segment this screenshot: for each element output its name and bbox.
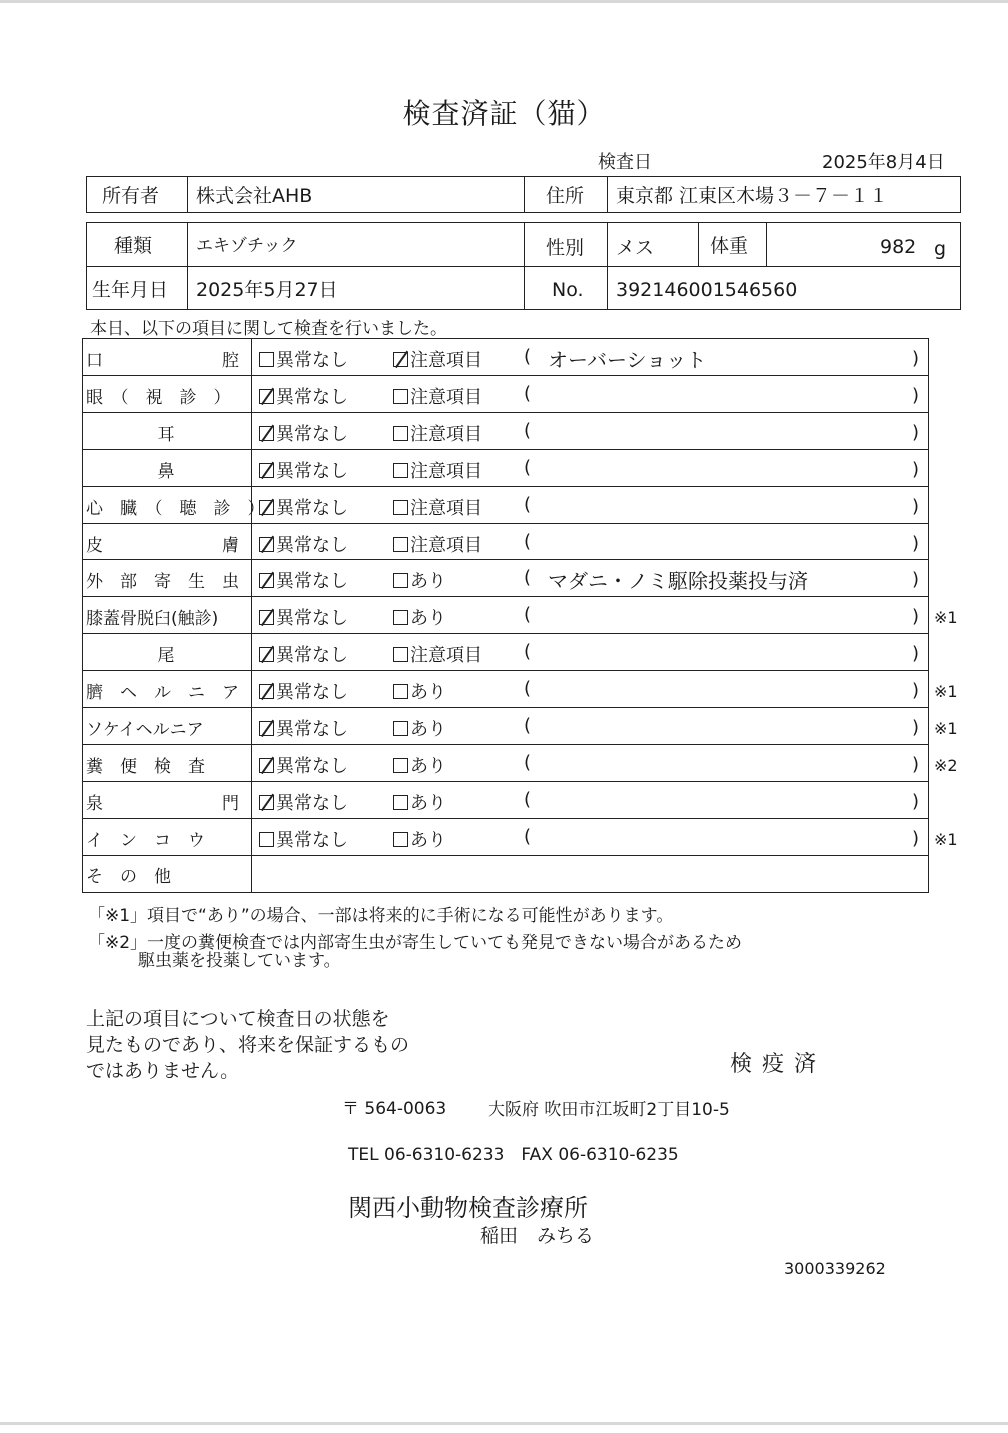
item-label: ソケイヘルニア [86,720,204,740]
note-open-paren: ( [524,346,532,367]
item-note: マダニ・ノミ駆除投薬投与済 [548,569,808,594]
scan-edge-bottom [0,1422,1008,1425]
item-label: 心 臓 （ 聴 診 ） [86,498,265,519]
note-2: 「※2」一度の糞便検査では内部寄生虫が寄生していても発見できない場合があるため [88,933,743,953]
number-value: 392146001546560 [616,279,798,301]
normal-option[interactable] [259,531,348,557]
owner-label: 所有者 [102,185,160,207]
note-close-paren: ) [912,348,920,369]
alt-option-label: 注意項目 [410,386,482,408]
normal-option-label: 異常なし [276,350,348,371]
alt-option-label: あり [410,682,446,704]
alt-option-label: 注意項目 [410,534,482,556]
item-mark: ※2 [934,755,958,775]
clinic-name: 関西小動物検査診療所 [348,1194,588,1222]
normal-checkbox[interactable] [259,352,274,367]
address-value: 東京都 江東区木場３－７－１１ [616,185,889,207]
clinic-address: 大阪府 吹田市江坂町2丁目10-5 [488,1100,730,1120]
postal-code: 〒 564-0063 [342,1099,447,1119]
note-close-paren: ) [912,680,920,702]
note-open-paren: ( [524,788,532,810]
normal-option-label: 異常なし [276,571,348,593]
alt-checkbox[interactable] [393,500,408,515]
note-open-paren: ( [524,641,532,663]
alt-option-label: あり [410,829,446,851]
note-close-paren: ) [912,643,920,665]
normal-checkbox[interactable] [259,389,274,404]
alt-checkbox[interactable] [393,426,408,441]
alt-option-label: あり [410,571,446,593]
alt-checkbox[interactable] [393,647,408,662]
alt-option[interactable] [393,604,446,630]
sex-value: メス [616,237,655,259]
sex-label: 性別 [546,237,585,259]
document-id: 3000339262 [784,1259,886,1278]
owner-value: 株式会社AHB [196,185,313,207]
normal-option[interactable] [259,641,348,667]
item-label: 尾 [157,646,175,667]
alt-option-label: 注意項目 [410,350,482,371]
normal-option-label: 異常なし [276,497,348,519]
disclaimer-2: 見たものであり、将来を保証するもの [86,1034,410,1056]
note-close-paren: ) [912,827,920,849]
item-label: 泉 門 [86,793,239,814]
note-close-paren: ) [912,790,920,812]
item-mark: ※1 [934,608,958,628]
normal-option[interactable] [259,567,348,593]
normal-option-label: 異常なし [276,645,348,667]
normal-option[interactable] [259,789,348,815]
alt-option[interactable] [393,383,482,409]
normal-option[interactable] [259,494,348,520]
scan-edge-top [0,0,1008,3]
alt-option[interactable] [393,457,482,483]
normal-option[interactable] [259,383,348,409]
alt-checkbox[interactable] [393,573,408,588]
item-label: 耳 [157,424,175,445]
breed-label: 種類 [114,235,153,257]
normal-option-label: 異常なし [276,386,348,408]
item-label: 臍 ヘ ル ニ ア [86,683,239,704]
normal-option[interactable] [259,457,348,483]
alt-option-label: あり [410,608,446,630]
normal-option-label: 異常なし [276,460,348,482]
alt-checkbox[interactable] [393,352,408,367]
note-open-paren: ( [524,604,532,626]
normal-checkbox[interactable] [259,721,274,736]
alt-option-label: 注意項目 [410,423,482,445]
item-label: 鼻 [157,461,175,482]
alt-option-label: 注意項目 [410,460,482,482]
alt-option[interactable] [393,567,446,593]
normal-option-label: 異常なし [276,682,348,704]
item-label: 糞 便 検 査 [86,756,205,777]
birth-value: 2025年5月27日 [196,279,338,301]
alt-option[interactable] [393,420,482,446]
normal-checkbox[interactable] [259,426,274,441]
normal-option-label: 異常なし [276,534,348,556]
alt-option-label: あり [410,719,446,740]
item-label: イ ン コ ウ [86,830,205,851]
normal-option-label: 異常なし [276,829,348,851]
normal-checkbox[interactable] [259,610,274,625]
note-1: 「※1」項目で“あり”の場合、一部は将来的に手術になる可能性があります。 [88,906,674,926]
alt-option[interactable] [393,752,446,778]
alt-checkbox[interactable] [393,832,408,847]
item-label: 口 腔 [86,351,239,371]
note-open-paren: ( [524,825,532,847]
breed-value: エキゾチック [196,236,298,256]
item-mark: ※1 [934,719,958,738]
alt-option[interactable] [393,641,482,667]
alt-option[interactable] [393,826,446,852]
note-close-paren: ) [912,495,920,517]
item-mark: ※1 [934,829,958,849]
note-open-paren: ( [524,419,532,441]
alt-option[interactable] [393,715,446,741]
note-open-paren: ( [524,382,532,404]
page-title: 検査済証（猫） [402,97,606,130]
weight-unit: g [934,238,947,260]
note-close-paren: ) [912,753,920,775]
normal-option[interactable] [259,678,348,704]
weight-value: 982 [880,236,917,258]
item-note: オーバーショット [548,348,707,372]
normal-option-label: 異常なし [276,755,348,777]
alt-checkbox[interactable] [393,721,408,736]
alt-option-label: 注意項目 [410,497,482,519]
note-close-paren: ) [912,569,920,591]
alt-option[interactable] [393,346,482,372]
note-3: 駆虫薬を投薬しています。 [138,951,341,971]
normal-option-label: 異常なし [276,792,348,814]
alt-checkbox[interactable] [393,389,408,404]
alt-option-label: 注意項目 [410,645,482,667]
note-close-paren: ) [912,717,920,738]
normal-option[interactable] [259,604,348,630]
normal-option-label: 異常なし [276,608,348,630]
note-open-paren: ( [524,567,532,589]
item-mark: ※1 [934,682,958,702]
item-label: 膝蓋骨脱臼(触診) [86,609,219,630]
alt-option[interactable] [393,789,446,815]
exam-date-value: 2025年8月4日 [822,152,945,173]
alt-checkbox[interactable] [393,610,408,625]
item-label: 外 部 寄 生 虫 [86,572,239,593]
normal-checkbox[interactable] [259,647,274,662]
alt-option[interactable] [393,531,482,557]
normal-option-label: 異常なし [276,719,348,740]
alt-option-label: あり [410,755,446,777]
alt-option[interactable] [393,678,446,704]
alt-checkbox[interactable] [393,537,408,552]
intro-text: 本日、以下の項目に関して検査を行いました。 [90,319,447,339]
note-close-paren: ) [912,384,920,406]
normal-option[interactable] [259,346,348,372]
note-open-paren: ( [524,456,532,478]
normal-checkbox[interactable] [259,684,274,699]
normal-checkbox[interactable] [259,463,274,478]
note-open-paren: ( [524,751,532,773]
person-name: 稲田 みちる [480,1225,595,1247]
weight-label: 体重 [710,235,749,257]
alt-checkbox[interactable] [393,795,408,810]
disclaimer-3: ではありません。 [86,1060,240,1082]
address-label: 住所 [546,185,585,207]
note-open-paren: ( [524,530,532,552]
birth-label: 生年月日 [92,279,169,301]
normal-checkbox[interactable] [259,832,274,847]
note-close-paren: ) [912,532,920,554]
alt-checkbox[interactable] [393,758,408,773]
note-close-paren: ) [912,421,920,443]
note-close-paren: ) [912,606,920,628]
note-close-paren: ) [912,458,920,480]
quarantine-stamp: 検疫済 [730,1052,827,1077]
note-open-paren: ( [524,678,532,700]
normal-checkbox[interactable] [259,537,274,552]
exam-date-label: 検査日 [598,152,652,173]
note-open-paren: ( [524,493,532,515]
number-label: No. [552,279,584,301]
item-label: 眼 （ 視 診 ） [86,387,231,408]
alt-option[interactable] [393,494,482,520]
disclaimer-1: 上記の項目について検査日の状態を [86,1008,390,1030]
normal-checkbox[interactable] [259,573,274,588]
alt-checkbox[interactable] [393,684,408,699]
note-open-paren: ( [524,715,532,736]
other-label: そ の 他 [86,867,171,887]
normal-option[interactable] [259,752,348,778]
item-label: 皮 膚 [86,535,239,556]
normal-checkbox[interactable] [259,758,274,773]
alt-checkbox[interactable] [393,463,408,478]
normal-option[interactable] [259,826,348,852]
alt-option-label: あり [410,792,446,814]
normal-option[interactable] [259,420,348,446]
normal-checkbox[interactable] [259,795,274,810]
tel-fax: TEL 06-6310-6233 FAX 06-6310-6235 [348,1145,679,1165]
normal-checkbox[interactable] [259,500,274,515]
normal-option[interactable] [259,715,348,741]
normal-option-label: 異常なし [276,423,348,445]
